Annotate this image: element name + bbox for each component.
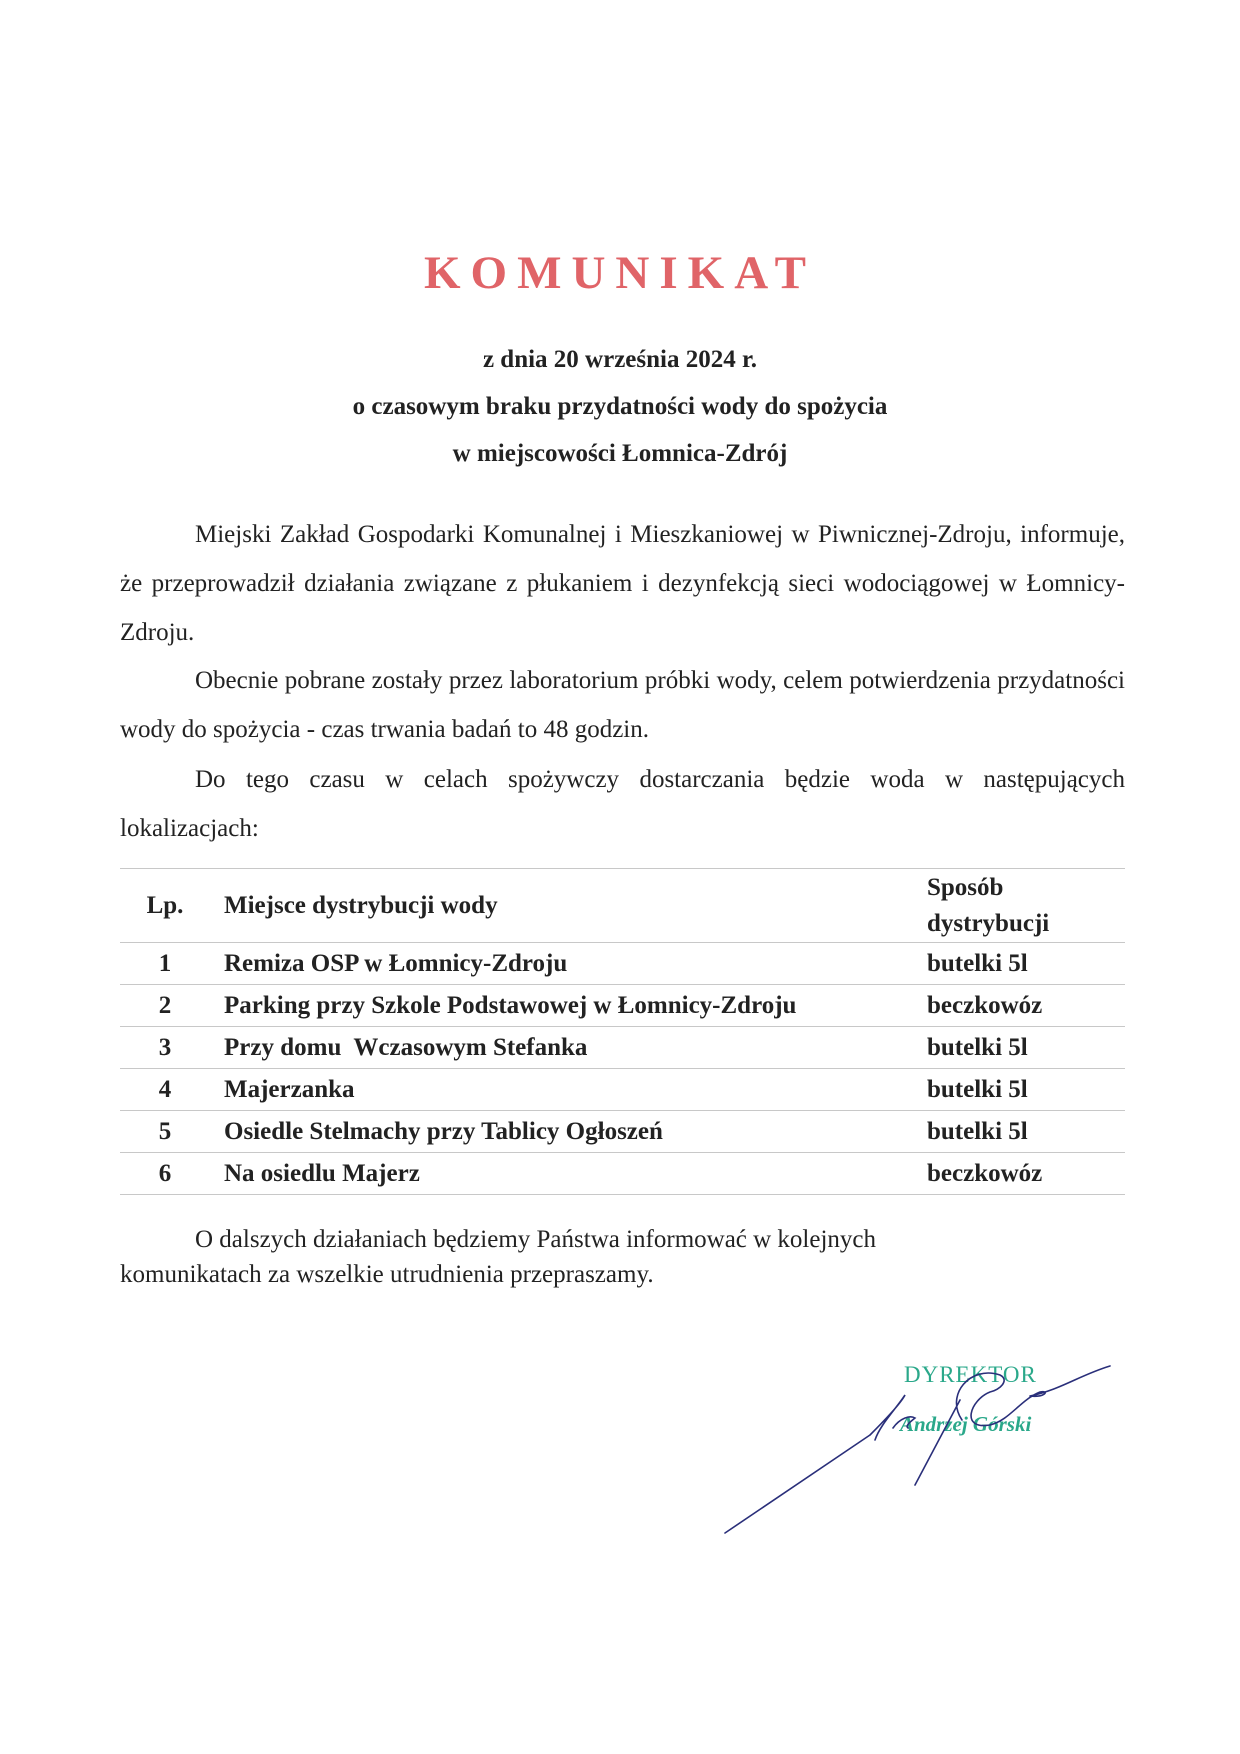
row-place: Przy domu Wczasowym Stefanka xyxy=(224,1033,588,1061)
row-place: Na osiedlu Majerz xyxy=(224,1159,420,1187)
paragraph-1: Miejski Zakład Gospodarki Komunalnej i Mieszkaniowej w Piwnicznej-Zdroju, informuje, że przeprowadził działania związane z płukaniem i dezynfekcją sieci wodociągowej w Łomnicy-Zdroju. xyxy=(120,521,1125,646)
row-method: butelki 5l xyxy=(927,1117,1028,1145)
row-lp: 3 xyxy=(158,1033,172,1061)
row-lp: 5 xyxy=(158,1117,172,1145)
row-method: butelki 5l xyxy=(927,949,1028,977)
row-place: Osiedle Stelmachy przy Tablicy Ogłoszeń xyxy=(224,1117,663,1145)
row-place: Remiza OSP w Łomnicy-Zdroju xyxy=(224,949,568,977)
row-lp: 1 xyxy=(158,949,172,977)
document-title: KOMUNIKAT xyxy=(423,247,816,299)
row-method: beczkowóz xyxy=(927,991,1043,1019)
row-place: Parking przy Szkole Podstawowej w Łomnicy-Zdroju xyxy=(224,991,797,1019)
row-lp: 6 xyxy=(158,1159,172,1187)
table-row xyxy=(120,1111,1125,1153)
row-lp: 2 xyxy=(158,991,172,1019)
signature-title: DYREKTOR xyxy=(904,1362,1037,1387)
row-lp: 4 xyxy=(158,1075,172,1103)
table-row xyxy=(120,1027,1125,1069)
signature-name: Andrzej Górski xyxy=(900,1412,1032,1436)
row-place: Majerzanka xyxy=(224,1075,355,1103)
table-row xyxy=(120,943,1125,985)
header-method: Sposób dystrybucji xyxy=(927,873,1050,937)
paragraph-3: Do tego czasu w celach spożywczy dostarczania będzie woda w następujących lokalizacjach: xyxy=(120,766,1125,842)
row-method: beczkowóz xyxy=(927,1159,1043,1187)
paragraph-2: Obecnie pobrane zostały przez laboratorium próbki wody, celem potwierdzenia przydatności wody do spożycia - czas trwania badań to 48 godzin. xyxy=(120,667,1125,743)
table-row xyxy=(120,985,1125,1027)
handwritten-signature-icon xyxy=(700,1330,1120,1550)
header-lp: Lp. xyxy=(146,891,184,919)
table-header-row xyxy=(120,869,1125,943)
date-line: z dnia 20 września 2024 r. xyxy=(482,346,758,373)
header-place: Miejsce dystrybucji wody xyxy=(224,891,498,919)
subject-line-1: o czasowym braku przydatności wody do spożycia xyxy=(352,393,888,420)
distribution-table xyxy=(120,868,1125,1195)
row-method: butelki 5l xyxy=(927,1075,1028,1103)
table-row xyxy=(120,1069,1125,1111)
table-row xyxy=(120,1153,1125,1195)
closing-paragraph: O dalszych działaniach będziemy Państwa informować w kolejnych komunikatach za wszelkie utrudnienia przepraszamy. xyxy=(120,1226,877,1288)
row-method: butelki 5l xyxy=(927,1033,1028,1061)
subject-line-2: w miejscowości Łomnica-Zdrój xyxy=(452,440,788,467)
